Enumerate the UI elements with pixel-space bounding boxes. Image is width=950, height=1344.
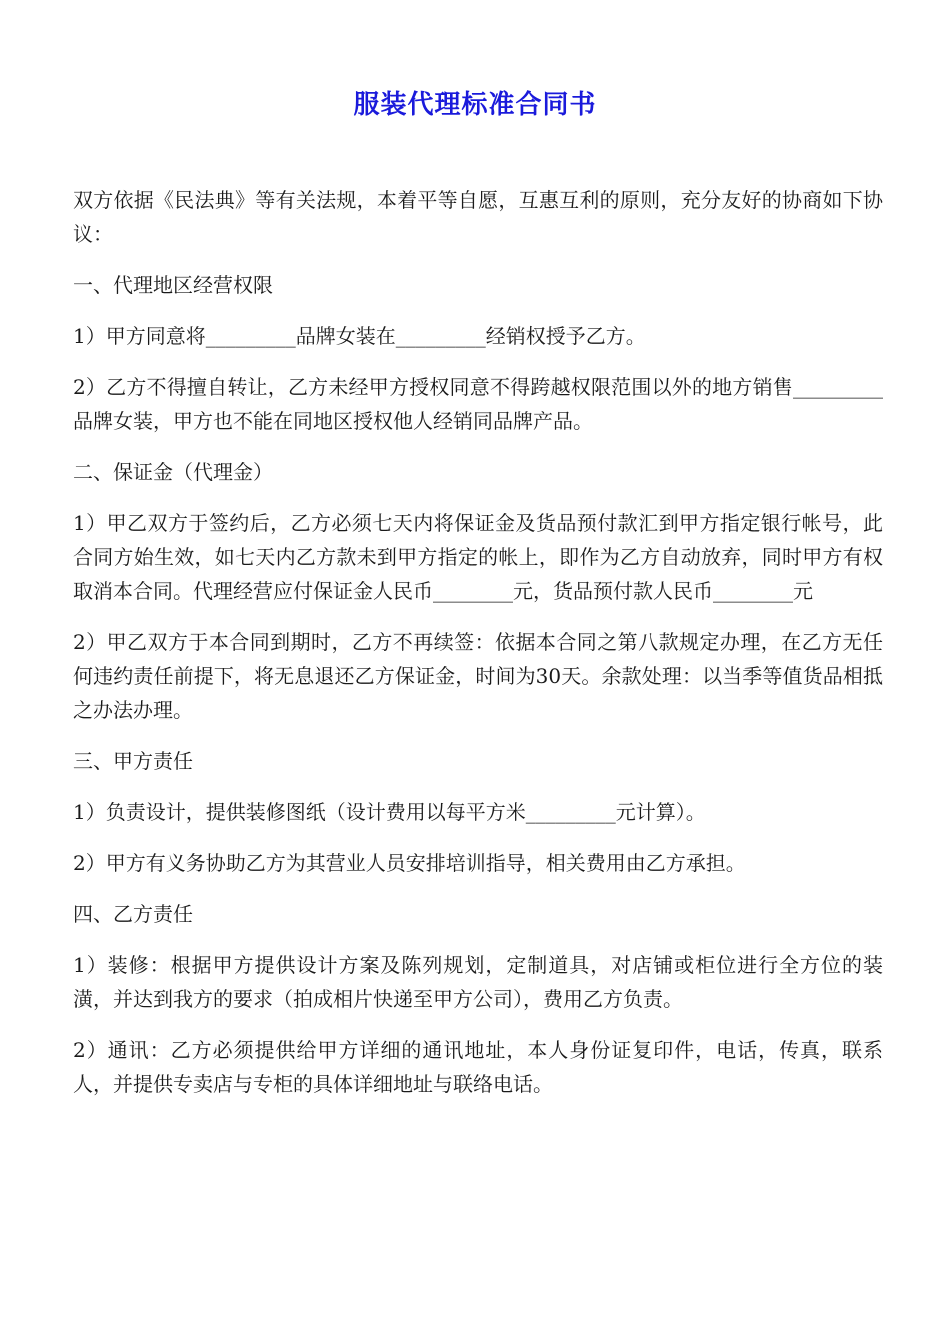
clause-paragraph: 2）甲乙双方于本合同到期时，乙方不再续签：依据本合同之第八款规定办理，在乙方无任何违约责任前提下，将无息退还乙方保证金，时间为30天。余款处理：以当季等值货品相抵之办法办理。 — [73, 630, 883, 722]
section-heading: 三、甲方责任 — [73, 749, 193, 773]
clause-paragraph: 2）乙方不得擅自转让，乙方未经甲方授权同意不得跨越权限范围以外的地方销售_________品牌女装，甲方也不能在同地区授权他人经销同品牌产品。 — [73, 375, 883, 433]
clause-paragraph: 1）负责设计，提供装修图纸（设计费用以每平方米_________元计算）。 — [73, 800, 706, 824]
clause-paragraph: 1）装修：根据甲方提供设计方案及陈列规划，定制道具，对店铺或柜位进行全方位的装潢，并达到我方的要求（拍成相片快递至甲方公司），费用乙方负责。 — [73, 953, 883, 1011]
section-heading: 二、保证金（代理金） — [73, 460, 273, 484]
clause-paragraph: 2）通讯：乙方必须提供给甲方详细的通讯地址，本人身份证复印件，电话，传真，联系人，并提供专卖店与专柜的具体详细地址与联络电话。 — [73, 1038, 883, 1096]
document-title: 服装代理标准合同书 — [353, 90, 597, 120]
document-body — [73, 183, 883, 1118]
clause-paragraph: 1）甲乙双方于签约后，乙方必须七天内将保证金及货品预付款汇到甲方指定银行帐号，此合同方始生效，如七天内乙方款未到甲方指定的帐上，即作为乙方自动放弃，同时甲方有权取消本合同。代理经营应付保证金人民币________元，货品预付款人民币________元 — [73, 511, 883, 603]
clause-paragraph: 2）甲方有义务协助乙方为其营业人员安排培训指导，相关费用由乙方承担。 — [73, 851, 746, 875]
section-heading: 一、代理地区经营权限 — [73, 273, 273, 297]
intro-paragraph: 双方依据《民法典》等有关法规，本着平等自愿，互惠互利的原则，充分友好的协商如下协议： — [73, 188, 883, 246]
clause-paragraph: 1）甲方同意将_________品牌女装在_________经销权授予乙方。 — [73, 324, 646, 348]
section-heading: 四、乙方责任 — [73, 902, 193, 926]
